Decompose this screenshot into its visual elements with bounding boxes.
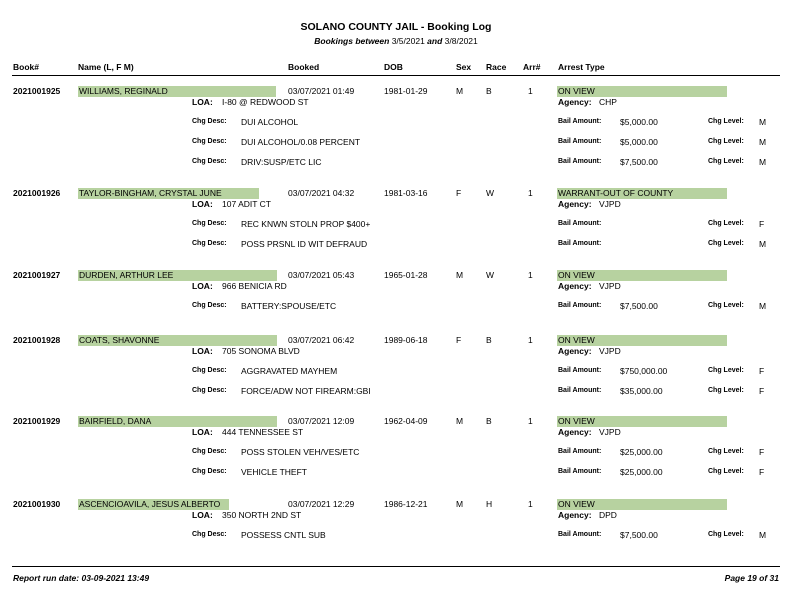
booked-datetime: 03/07/2021 06:42 bbox=[288, 335, 355, 345]
col-book: Book# bbox=[13, 62, 39, 72]
booked-datetime: 03/07/2021 01:49 bbox=[288, 86, 355, 96]
loa-label: LOA: bbox=[192, 427, 213, 437]
charge-description: DUI ALCOHOL bbox=[241, 117, 299, 127]
arrest-type: ON VIEW bbox=[557, 86, 727, 97]
arrest-type: ON VIEW bbox=[557, 335, 727, 346]
loa-label: LOA: bbox=[192, 281, 213, 291]
sex: M bbox=[456, 270, 464, 280]
book-number: 2021001928 bbox=[13, 335, 61, 345]
chg-desc-label: Chg Desc: bbox=[192, 367, 227, 374]
charge-description: DUI ALCOHOL/0.08 PERCENT bbox=[241, 137, 361, 147]
and-label: and bbox=[427, 36, 443, 46]
loa-value: 107 ADIT CT bbox=[222, 199, 271, 209]
charge-level: F bbox=[759, 447, 765, 457]
bail-amount: $7,500.00 bbox=[620, 530, 658, 540]
agency-value: CHP bbox=[599, 97, 617, 107]
charge-level: M bbox=[759, 239, 767, 249]
agency-value: VJPD bbox=[599, 346, 621, 356]
race: W bbox=[486, 270, 495, 280]
chg-level-label: Chg Level: bbox=[708, 448, 744, 455]
loa-value: 705 SONOMA BLVD bbox=[222, 346, 300, 356]
sex: F bbox=[456, 335, 462, 345]
loa-label: LOA: bbox=[192, 346, 213, 356]
bail-amount-label: Bail Amount: bbox=[558, 387, 602, 394]
header-rule bbox=[12, 75, 780, 76]
bail-amount: $750,000.00 bbox=[620, 366, 668, 376]
booked-datetime: 03/07/2021 12:29 bbox=[288, 499, 355, 509]
inmate-name: ASCENCIOAVILA, JESUS ALBERTO bbox=[78, 499, 229, 510]
inmate-name: DURDEN, ARTHUR LEE bbox=[78, 270, 277, 281]
bail-amount: $25,000.00 bbox=[620, 467, 663, 477]
charge-level: F bbox=[759, 467, 765, 477]
book-number: 2021001927 bbox=[13, 270, 61, 280]
date-of-birth: 1962-04-09 bbox=[384, 416, 428, 426]
loa-label: LOA: bbox=[192, 97, 213, 107]
bail-amount: $35,000.00 bbox=[620, 386, 663, 396]
report-run-date: Report run date: 03-09-2021 13:49 bbox=[13, 573, 150, 583]
charge-level: M bbox=[759, 117, 767, 127]
charge-description: AGGRAVATED MAYHEM bbox=[241, 366, 338, 376]
chg-level-label: Chg Level: bbox=[708, 387, 744, 394]
chg-level-label: Chg Level: bbox=[708, 240, 744, 247]
arrest-type: ON VIEW bbox=[557, 499, 727, 510]
bail-amount-label: Bail Amount: bbox=[558, 240, 602, 247]
race: B bbox=[486, 416, 492, 426]
race: H bbox=[486, 499, 493, 509]
inmate-name: WILLIAMS, REGINALD bbox=[78, 86, 276, 97]
bail-amount: $7,500.00 bbox=[620, 301, 658, 311]
charge-description: POSS STOLEN VEH/VES/ETC bbox=[241, 447, 360, 457]
bail-amount: $7,500.00 bbox=[620, 157, 658, 167]
arrest-type: ON VIEW bbox=[557, 416, 727, 427]
charge-level: M bbox=[759, 530, 767, 540]
charge-description: DRIV:SUSP/ETC LIC bbox=[241, 157, 322, 167]
chg-level-label: Chg Level: bbox=[708, 468, 744, 475]
sex: M bbox=[456, 416, 464, 426]
arrest-number: 1 bbox=[528, 86, 533, 96]
arrest-number: 1 bbox=[528, 270, 533, 280]
charge-level: F bbox=[759, 366, 765, 376]
col-booked: Booked bbox=[288, 62, 320, 72]
charge-description: POSSESS CNTL SUB bbox=[241, 530, 326, 540]
chg-level-label: Chg Level: bbox=[708, 158, 744, 165]
date-of-birth: 1986-12-21 bbox=[384, 499, 428, 509]
col-name: Name (L, F M) bbox=[78, 62, 134, 72]
arrest-number: 1 bbox=[528, 416, 533, 426]
charge-description: BATTERY:SPOUSE/ETC bbox=[241, 301, 337, 311]
charge-description: VEHICLE THEFT bbox=[241, 467, 307, 477]
agency-label: Agency: bbox=[558, 346, 592, 356]
loa-value: 350 NORTH 2ND ST bbox=[222, 510, 302, 520]
col-arrest-type: Arrest Type bbox=[558, 62, 605, 72]
bail-amount-label: Bail Amount: bbox=[558, 158, 602, 165]
chg-level-label: Chg Level: bbox=[708, 367, 744, 374]
charge-description: POSS PRSNL ID WIT DEFRAUD bbox=[241, 239, 368, 249]
report-subtitle bbox=[0, 36, 792, 46]
chg-desc-label: Chg Desc: bbox=[192, 387, 227, 394]
chg-desc-label: Chg Desc: bbox=[192, 220, 227, 227]
charge-level: F bbox=[759, 219, 765, 229]
booked-datetime: 03/07/2021 05:43 bbox=[288, 270, 355, 280]
report-title: SOLANO COUNTY JAIL - Booking Log bbox=[300, 21, 492, 33]
charge-description: FORCE/ADW NOT FIREARM:GBI bbox=[241, 386, 371, 396]
agency-value: VJPD bbox=[599, 199, 621, 209]
agency-label: Agency: bbox=[558, 510, 592, 520]
race: B bbox=[486, 335, 492, 345]
booked-datetime: 03/07/2021 04:32 bbox=[288, 188, 355, 198]
chg-level-label: Chg Level: bbox=[708, 302, 744, 309]
agency-value: VJPD bbox=[599, 427, 621, 437]
book-number: 2021001929 bbox=[13, 416, 61, 426]
booked-datetime: 03/07/2021 12:09 bbox=[288, 416, 355, 426]
start-date: 3/5/2021 bbox=[391, 36, 425, 46]
agency-value: DPD bbox=[599, 510, 617, 520]
inmate-name: TAYLOR-BINGHAM, CRYSTAL JUNE bbox=[78, 188, 259, 199]
agency-label: Agency: bbox=[558, 199, 592, 209]
chg-desc-label: Chg Desc: bbox=[192, 118, 227, 125]
col-dob: DOB bbox=[384, 62, 403, 72]
date-of-birth: 1989-06-18 bbox=[384, 335, 428, 345]
charge-level: M bbox=[759, 157, 767, 167]
date-of-birth: 1981-03-16 bbox=[384, 188, 428, 198]
arrest-number: 1 bbox=[528, 188, 533, 198]
loa-label: LOA: bbox=[192, 510, 213, 520]
sex: M bbox=[456, 86, 464, 96]
bail-amount-label: Bail Amount: bbox=[558, 220, 602, 227]
loa-value: I-80 @ REDWOOD ST bbox=[222, 97, 309, 107]
chg-desc-label: Chg Desc: bbox=[192, 468, 227, 475]
bail-amount-label: Bail Amount: bbox=[558, 448, 602, 455]
loa-label: LOA: bbox=[192, 199, 213, 209]
page-number: Page 19 of 31 bbox=[724, 573, 779, 583]
bail-amount-label: Bail Amount: bbox=[558, 138, 602, 145]
agency-label: Agency: bbox=[558, 97, 592, 107]
chg-level-label: Chg Level: bbox=[708, 220, 744, 227]
charge-level: F bbox=[759, 386, 765, 396]
loa-value: 966 BENICIA RD bbox=[222, 281, 287, 291]
chg-desc-label: Chg Desc: bbox=[192, 302, 227, 309]
arrest-type: ON VIEW bbox=[557, 270, 727, 281]
race: B bbox=[486, 86, 492, 96]
agency-value: VJPD bbox=[599, 281, 621, 291]
arrest-number: 1 bbox=[528, 335, 533, 345]
inmate-name: BAIRFIELD, DANA bbox=[78, 416, 277, 427]
date-of-birth: 1981-01-29 bbox=[384, 86, 428, 96]
sex: F bbox=[456, 188, 462, 198]
bail-amount: $5,000.00 bbox=[620, 117, 658, 127]
chg-level-label: Chg Level: bbox=[708, 138, 744, 145]
bail-amount: $5,000.00 bbox=[620, 137, 658, 147]
footer-rule bbox=[12, 566, 780, 567]
bail-amount-label: Bail Amount: bbox=[558, 302, 602, 309]
bail-amount-label: Bail Amount: bbox=[558, 468, 602, 475]
bail-amount-label: Bail Amount: bbox=[558, 531, 602, 538]
loa-value: 444 TENNESSEE ST bbox=[222, 427, 304, 437]
chg-desc-label: Chg Desc: bbox=[192, 531, 227, 538]
sex: M bbox=[456, 499, 464, 509]
bail-amount: $25,000.00 bbox=[620, 447, 663, 457]
chg-desc-label: Chg Desc: bbox=[192, 448, 227, 455]
agency-label: Agency: bbox=[558, 281, 592, 291]
subtitle-label: Bookings between bbox=[314, 36, 390, 46]
book-number: 2021001926 bbox=[13, 188, 61, 198]
charge-description: REC KNWN STOLN PROP $400+ bbox=[241, 219, 371, 229]
chg-desc-label: Chg Desc: bbox=[192, 138, 227, 145]
col-sex: Sex bbox=[456, 62, 472, 72]
arrest-type: WARRANT-OUT OF COUNTY bbox=[557, 188, 727, 199]
col-race: Race bbox=[486, 62, 507, 72]
race: W bbox=[486, 188, 495, 198]
chg-level-label: Chg Level: bbox=[708, 118, 744, 125]
book-number: 2021001930 bbox=[13, 499, 61, 509]
chg-desc-label: Chg Desc: bbox=[192, 240, 227, 247]
charge-level: M bbox=[759, 137, 767, 147]
inmate-name: COATS, SHAVONNE bbox=[78, 335, 277, 346]
book-number: 2021001925 bbox=[13, 86, 61, 96]
arrest-number: 1 bbox=[528, 499, 533, 509]
bail-amount-label: Bail Amount: bbox=[558, 367, 602, 374]
col-arr: Arr# bbox=[523, 62, 541, 72]
chg-level-label: Chg Level: bbox=[708, 531, 744, 538]
date-of-birth: 1965-01-28 bbox=[384, 270, 428, 280]
bail-amount-label: Bail Amount: bbox=[558, 118, 602, 125]
charge-level: M bbox=[759, 301, 767, 311]
end-date: 3/8/2021 bbox=[444, 36, 478, 46]
agency-label: Agency: bbox=[558, 427, 592, 437]
chg-desc-label: Chg Desc: bbox=[192, 158, 227, 165]
